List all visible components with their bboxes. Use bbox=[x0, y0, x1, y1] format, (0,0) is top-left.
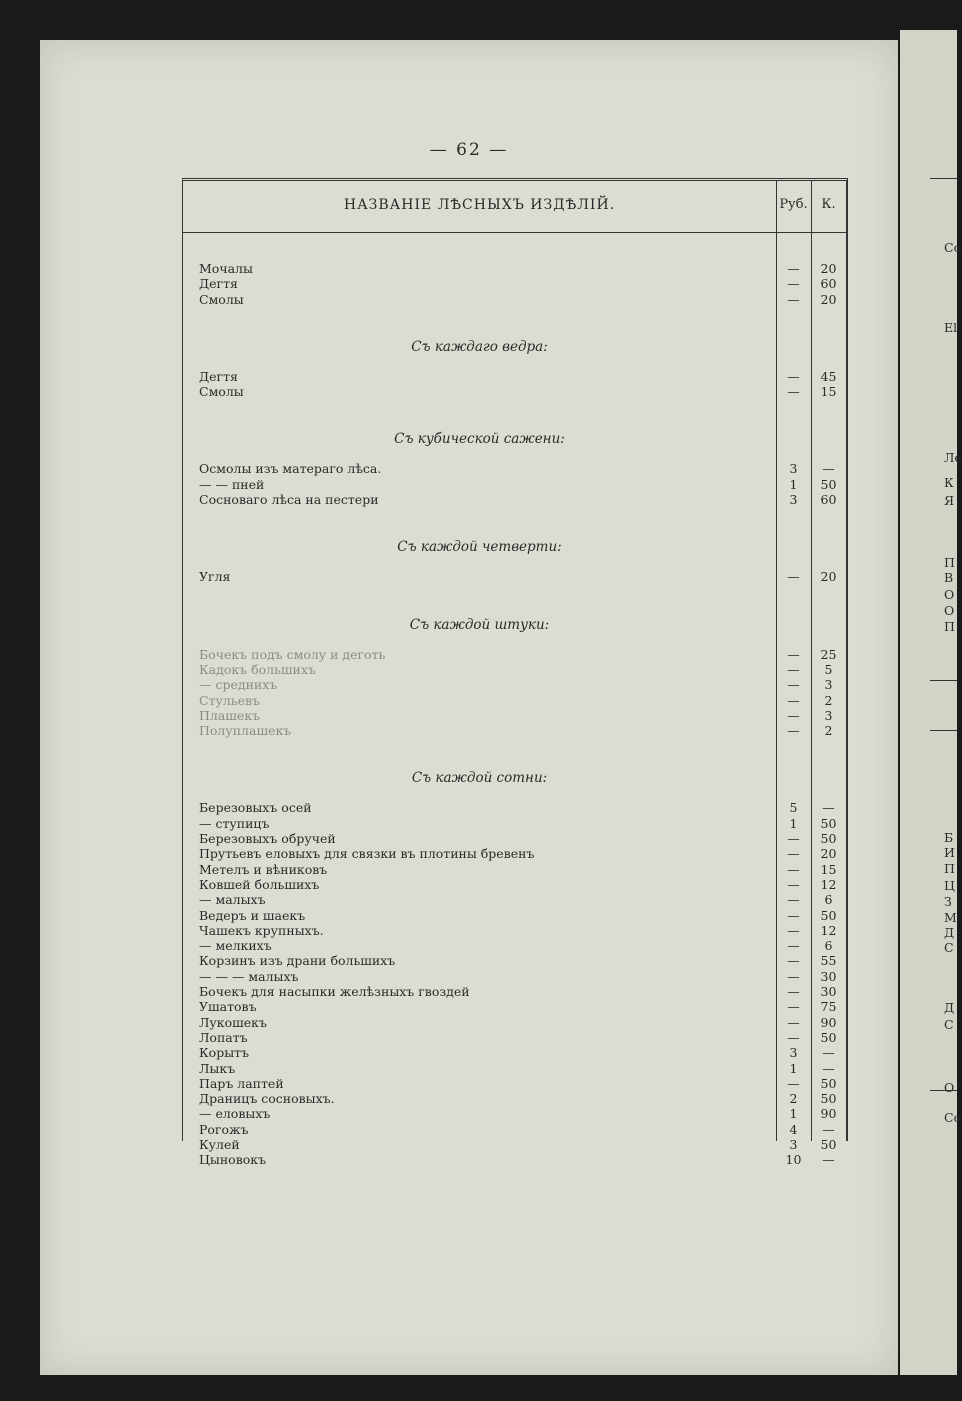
facing-page-text: Co bbox=[944, 240, 962, 255]
item-name: Паръ лаптей bbox=[199, 1075, 284, 1091]
rub-value: — bbox=[787, 723, 800, 739]
rub-value: 4 bbox=[789, 1121, 798, 1137]
kop-value: 55 bbox=[820, 953, 837, 969]
facing-page-edge bbox=[900, 30, 962, 1375]
item-name: Смолы bbox=[199, 384, 244, 400]
kop-value: 6 bbox=[824, 938, 833, 954]
kop-value: 20 bbox=[820, 569, 837, 585]
table-row bbox=[183, 831, 846, 846]
rub-value: — bbox=[787, 892, 800, 908]
rub-value: 2 bbox=[789, 1091, 798, 1107]
table-row bbox=[183, 723, 846, 738]
kop-value: — bbox=[822, 1152, 835, 1168]
facing-page-text: П bbox=[944, 861, 955, 876]
item-name: Сосноваго лѣса на пестери bbox=[199, 492, 379, 508]
rub-value: — bbox=[787, 1075, 800, 1091]
item-name: Березовыхъ осей bbox=[199, 800, 312, 816]
item-name: Драницъ сосновыхъ. bbox=[199, 1091, 335, 1107]
table-row bbox=[183, 1091, 846, 1106]
item-name: Лукошекъ bbox=[199, 1014, 267, 1030]
rub-value: — bbox=[787, 922, 800, 938]
header-name: НАЗВАНІЕ ЛѢСНЫХЪ ИЗДѢЛІЙ. bbox=[343, 197, 616, 213]
table-row bbox=[183, 693, 846, 708]
item-name: Дегтя bbox=[199, 368, 238, 384]
rub-value: 1 bbox=[789, 1106, 798, 1122]
table-header bbox=[183, 181, 846, 233]
kop-value: 2 bbox=[824, 723, 833, 739]
item-name: Метелъ и вѣниковъ bbox=[199, 861, 328, 877]
item-name: Лопатъ bbox=[199, 1029, 248, 1045]
kop-value: 50 bbox=[820, 1136, 837, 1152]
facing-page-text: К bbox=[944, 475, 954, 490]
item-name: Чашекъ крупныхъ. bbox=[199, 922, 324, 938]
rub-value: — bbox=[787, 692, 800, 708]
facing-page-text: И bbox=[944, 845, 955, 860]
rub-value: — bbox=[787, 707, 800, 723]
kop-value: 45 bbox=[820, 368, 837, 384]
facing-page-text: Я bbox=[944, 493, 955, 508]
table-row bbox=[183, 816, 846, 831]
kop-value: 20 bbox=[820, 291, 837, 307]
kop-value: 12 bbox=[820, 876, 837, 892]
table-row bbox=[183, 877, 846, 892]
table-row bbox=[183, 938, 846, 953]
facing-page-text: З bbox=[944, 894, 952, 909]
table-row bbox=[183, 677, 846, 692]
rub-value: — bbox=[787, 953, 800, 969]
kop-value: 50 bbox=[820, 831, 837, 847]
table-row bbox=[183, 369, 846, 384]
section-heading bbox=[183, 527, 846, 569]
facing-page-text: О bbox=[944, 603, 955, 618]
table-row bbox=[183, 492, 846, 507]
facing-page-text: El bbox=[944, 320, 958, 335]
kop-value: 20 bbox=[820, 261, 837, 276]
kop-value: 25 bbox=[820, 646, 837, 662]
facing-page-text: Ле bbox=[944, 450, 962, 465]
rub-value: — bbox=[787, 846, 800, 862]
facing-page-text: П bbox=[944, 619, 955, 634]
item-name: Ведеръ и шаекъ bbox=[199, 907, 306, 923]
rub-value: — bbox=[787, 261, 800, 276]
facing-page-text: Co bbox=[944, 1110, 962, 1125]
table-row bbox=[183, 384, 846, 399]
kop-value: 20 bbox=[820, 846, 837, 862]
table-row bbox=[183, 984, 846, 999]
table-row bbox=[183, 1045, 846, 1060]
section-heading bbox=[183, 605, 846, 647]
item-name: Бочекъ для насыпки желѣзныхъ гвоздей bbox=[199, 984, 470, 1000]
rub-value: — bbox=[787, 907, 800, 923]
item-name: — ступицъ bbox=[199, 815, 270, 831]
facing-page-rule bbox=[930, 680, 957, 681]
facing-page-text: О bbox=[944, 1080, 955, 1095]
item-name: Ковшей большихъ bbox=[199, 876, 320, 892]
page-number: — 62 — bbox=[429, 140, 509, 160]
facing-page-text: М bbox=[944, 910, 957, 925]
rub-value: 3 bbox=[789, 1136, 798, 1152]
table-row bbox=[183, 1015, 846, 1030]
table-row bbox=[183, 923, 846, 938]
table-row bbox=[183, 647, 846, 662]
book-page bbox=[40, 40, 898, 1375]
facing-page-text: С bbox=[944, 940, 954, 955]
kop-value: 30 bbox=[820, 968, 837, 984]
section-title: Съ каждой четверти: bbox=[397, 539, 562, 556]
kop-value: 90 bbox=[820, 1106, 837, 1122]
table-row bbox=[183, 1076, 846, 1091]
section-title: Съ каждой сотни: bbox=[411, 770, 548, 787]
facing-page-text: Б bbox=[944, 830, 954, 845]
table-row bbox=[183, 461, 846, 476]
item-name: Бочекъ подъ смолу и деготь bbox=[199, 646, 386, 662]
rub-value: — bbox=[787, 646, 800, 662]
table-row bbox=[183, 276, 846, 291]
item-name: Кадокъ большихъ bbox=[199, 661, 316, 677]
kop-value: — bbox=[822, 1121, 835, 1137]
kop-value: 3 bbox=[824, 677, 833, 693]
kop-value: 3 bbox=[824, 707, 833, 723]
item-name: Ушатовъ bbox=[199, 999, 257, 1015]
table-row bbox=[183, 1030, 846, 1045]
section-title: Съ каждой штуки: bbox=[409, 616, 550, 633]
kop-value: 50 bbox=[820, 1029, 837, 1045]
facing-page-text: Д bbox=[944, 1000, 955, 1015]
facing-page-text: Ц bbox=[944, 878, 955, 893]
header-rub: Руб. bbox=[779, 197, 808, 212]
item-name: Лыкъ bbox=[199, 1060, 236, 1076]
table-row bbox=[183, 569, 846, 584]
item-name: — — — малыхъ bbox=[199, 968, 299, 984]
section-title: Съ кубической сажени: bbox=[394, 431, 565, 448]
table-row bbox=[183, 1122, 846, 1137]
item-name: Прутьевъ еловыхъ для связки въ плотины бревенъ bbox=[199, 846, 535, 862]
kop-value: 2 bbox=[824, 692, 833, 708]
item-name: Корзинъ изъ драни большихъ bbox=[199, 953, 396, 969]
rub-value: — bbox=[787, 984, 800, 1000]
table-row bbox=[183, 1137, 846, 1152]
rub-value: 1 bbox=[789, 1060, 798, 1076]
rub-value: 1 bbox=[789, 815, 798, 831]
kop-value: 12 bbox=[820, 922, 837, 938]
rub-value: 3 bbox=[789, 492, 798, 508]
item-name: Полуплашекъ bbox=[199, 723, 292, 739]
kop-value: — bbox=[822, 1060, 835, 1076]
rub-value: — bbox=[787, 677, 800, 693]
rub-value: — bbox=[787, 938, 800, 954]
rub-value: 3 bbox=[789, 461, 798, 477]
item-name: Стульевъ bbox=[199, 692, 260, 708]
table-row bbox=[183, 862, 846, 877]
table-row bbox=[183, 477, 846, 492]
section-title: Съ каждаго ведра: bbox=[411, 338, 548, 355]
kop-value: 75 bbox=[820, 999, 837, 1015]
rub-value: 10 bbox=[785, 1152, 802, 1168]
table-row bbox=[183, 953, 846, 968]
item-name: Плашекъ bbox=[199, 707, 261, 723]
rub-value: — bbox=[787, 1014, 800, 1030]
section-heading bbox=[183, 327, 846, 369]
section-heading bbox=[183, 758, 846, 800]
kop-value: 6 bbox=[824, 892, 833, 908]
item-name: Осмолы изъ матераго лѣса. bbox=[199, 461, 382, 477]
kop-value: 50 bbox=[820, 1075, 837, 1091]
item-name: Кулей bbox=[199, 1136, 240, 1152]
facing-page-text: О bbox=[944, 587, 955, 602]
kop-value: 60 bbox=[820, 492, 837, 508]
rub-value: — bbox=[787, 276, 800, 292]
table-row bbox=[183, 662, 846, 677]
kop-value: 50 bbox=[820, 476, 837, 492]
facing-page-text: Д bbox=[944, 925, 955, 940]
item-name: Дегтя bbox=[199, 276, 238, 292]
kop-value: 60 bbox=[820, 276, 837, 292]
facing-page-text: В bbox=[944, 570, 954, 585]
rub-value: 5 bbox=[789, 800, 798, 816]
kop-value: — bbox=[822, 461, 835, 477]
table-row bbox=[183, 892, 846, 907]
facing-page-rule bbox=[930, 730, 957, 731]
rub-value: — bbox=[787, 291, 800, 307]
table-row bbox=[183, 1106, 846, 1121]
kop-value: — bbox=[822, 800, 835, 816]
table-row bbox=[183, 800, 846, 815]
rub-value: — bbox=[787, 368, 800, 384]
item-name: — еловыхъ bbox=[199, 1106, 271, 1122]
item-name: Смолы bbox=[199, 291, 244, 307]
item-name: Мочалы bbox=[199, 261, 253, 276]
table-row bbox=[183, 846, 846, 861]
price-table bbox=[182, 178, 848, 1168]
item-name: — малыхъ bbox=[199, 892, 266, 908]
table-body bbox=[183, 261, 846, 1188]
table-row bbox=[183, 292, 846, 307]
rub-value: 3 bbox=[789, 1045, 798, 1061]
kop-value: 90 bbox=[820, 1014, 837, 1030]
kop-value: 15 bbox=[820, 384, 837, 400]
item-name: Березовыхъ обручей bbox=[199, 831, 336, 847]
table-row bbox=[183, 261, 846, 276]
rub-value: — bbox=[787, 999, 800, 1015]
item-name: — среднихъ bbox=[199, 677, 278, 693]
rub-value: — bbox=[787, 968, 800, 984]
rub-value: — bbox=[787, 1029, 800, 1045]
table-row bbox=[183, 999, 846, 1014]
facing-page-text: П bbox=[944, 555, 955, 570]
item-name: Цыновокъ bbox=[199, 1152, 267, 1168]
item-name: Рогожъ bbox=[199, 1121, 249, 1137]
rub-value: — bbox=[787, 861, 800, 877]
kop-value: 50 bbox=[820, 815, 837, 831]
item-name: — мелкихъ bbox=[199, 938, 272, 954]
facing-page-text: С bbox=[944, 1017, 954, 1032]
rub-value: — bbox=[787, 831, 800, 847]
item-name: Угля bbox=[199, 569, 231, 585]
table-row bbox=[183, 1061, 846, 1076]
rub-value: — bbox=[787, 661, 800, 677]
facing-page-rule bbox=[930, 178, 957, 179]
table-row bbox=[183, 708, 846, 723]
table-row bbox=[183, 969, 846, 984]
table-row bbox=[183, 1152, 846, 1167]
kop-value: 50 bbox=[820, 907, 837, 923]
kop-value: 50 bbox=[820, 1091, 837, 1107]
kop-value: 5 bbox=[824, 661, 833, 677]
header-kop: К. bbox=[821, 197, 836, 212]
kop-value: 30 bbox=[820, 984, 837, 1000]
table-row bbox=[183, 908, 846, 923]
section-heading bbox=[183, 419, 846, 461]
rub-value: 1 bbox=[789, 476, 798, 492]
rub-value: — bbox=[787, 384, 800, 400]
rub-value: — bbox=[787, 876, 800, 892]
item-name: — — пней bbox=[199, 476, 265, 492]
kop-value: 15 bbox=[820, 861, 837, 877]
facing-page-rule bbox=[930, 1090, 957, 1091]
item-name: Корытъ bbox=[199, 1045, 250, 1061]
rub-value: — bbox=[787, 569, 800, 585]
kop-value: — bbox=[822, 1045, 835, 1061]
